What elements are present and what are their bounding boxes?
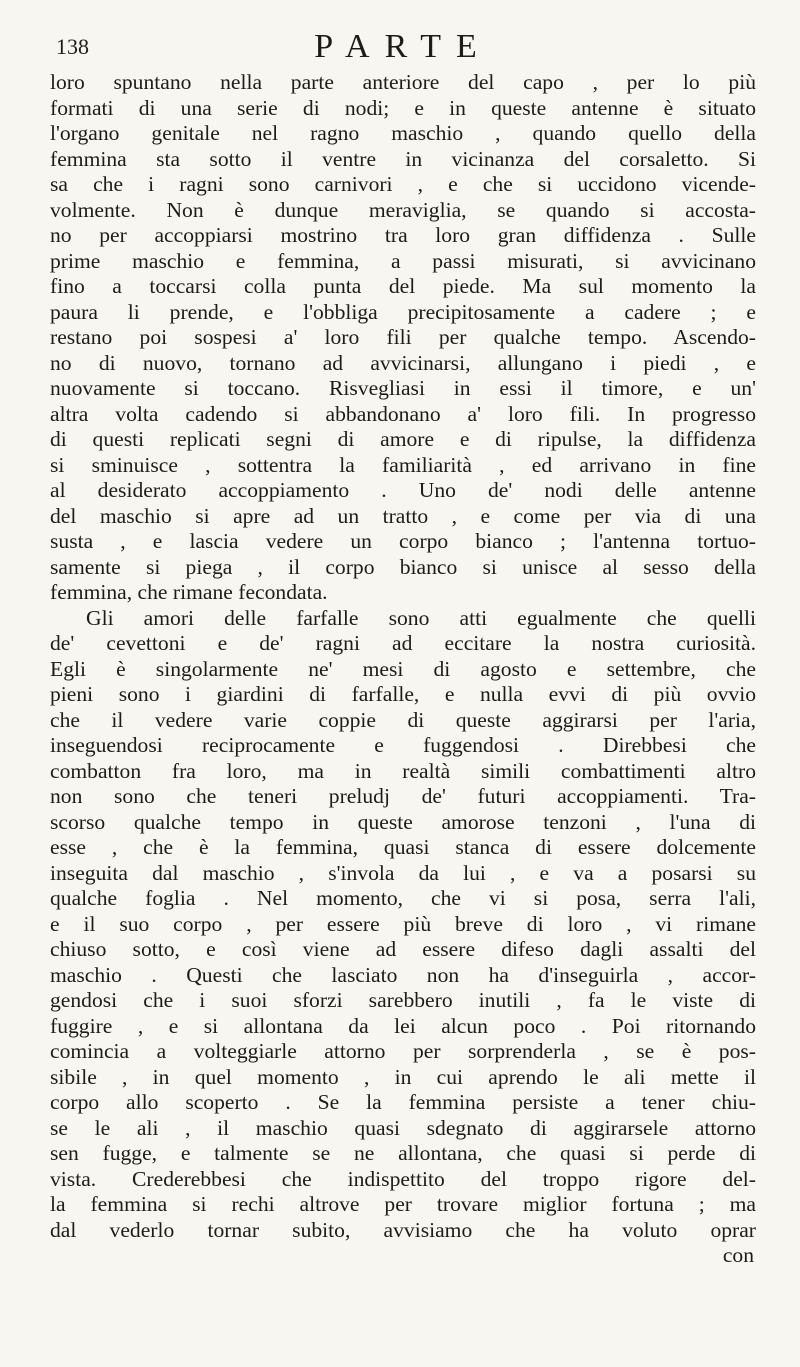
text-line: si sminuisce , sottentra la familiarità , ed arrivano in fine [50, 452, 756, 477]
text-line: corpo allo scoperto . Se la femmina persiste a tener chiu- [50, 1090, 756, 1114]
text-line: prime maschio e femmina, a passi misurati, si avvicinano [50, 248, 756, 273]
running-head: PARTE [314, 28, 492, 65]
catchword: con [722, 1243, 754, 1267]
text-line: al desiderato accoppiamento . Uno de' nodi delle antenne [50, 478, 756, 502]
text-line: gendosi che i suoi sforzi sarebbero inutili , fa le viste di [50, 988, 756, 1012]
text-line: maschio . Questi che lasciato non ha d'inseguirla , accor- [50, 962, 756, 987]
text-line: non sono che teneri preludj de' futuri accoppiamenti. Tra- [50, 784, 756, 808]
paragraph-end-line: femmina, che rimane fecondata. [50, 580, 328, 604]
page-number: 138 [56, 34, 89, 59]
text-line: formati di una serie di nodi; e in queste antenne è situato [50, 95, 756, 120]
text-line: altra volta cadendo si abbandonano a' loro fili. In progresso [50, 401, 756, 426]
text-line: Egli è singolarmente ne' mesi di agosto e settembre, che [50, 656, 756, 681]
text-line: esse , che è la femmina, quasi stanca di essere dolcemente [50, 835, 756, 859]
text-line: nuovamente si toccano. Risvegliasi in essi il timore, e un' [50, 376, 756, 400]
paragraph-start-line: Gli amori delle farfalle sono atti egualmente che quelli [86, 605, 756, 630]
text-line: dal vederlo tornar subito, avvisiamo che ha voluto oprar [50, 1217, 756, 1242]
text-line: pieni sono i giardini di farfalle, e nulla evvi di più ovvio [50, 682, 756, 706]
text-line: del maschio si apre ad un tratto , e come per via di una [50, 503, 756, 528]
text-line: qualche foglia . Nel momento, che vi si posa, serra l'ali, [50, 886, 756, 910]
text-line: comincia a volteggiarle attorno per sorprenderla , se è pos- [50, 1039, 756, 1063]
text-line: samente si piega , il corpo bianco si unisce al sesso della [50, 554, 756, 579]
text-line: inseguendosi reciprocamente e fuggendosi . Direbbesi che [50, 733, 756, 757]
page-header [50, 28, 756, 68]
text-line: loro spuntano nella parte anteriore del capo , per lo più [50, 70, 756, 94]
text-line: restano poi sospesi a' loro fili per qualche tempo. Ascendo- [50, 325, 756, 349]
text-line: susta , e lascia vedere un corpo bianco ; l'antenna tortuo- [50, 529, 756, 553]
text-line: e il suo corpo , per essere più breve di loro , vi rimane [50, 911, 756, 936]
text-line: di questi replicati segni di amore e di ripulse, la diffidenza [50, 427, 756, 451]
text-line: no per accoppiarsi mostrino tra loro gran diffidenza . Sulle [50, 223, 756, 247]
text-line: scorso qualche tempo in queste amorose tenzoni , l'una di [50, 809, 756, 834]
text-line: volmente. Non è dunque meraviglia, se quando si accosta- [50, 197, 756, 222]
text-line: inseguita dal maschio , s'invola da lui , e va a posarsi su [50, 860, 756, 885]
text-line: sibile , in quel momento , in cui aprendo le ali mette il [50, 1064, 756, 1089]
text-line: vista. Crederebbesi che indispettito del troppo rigore del- [50, 1166, 756, 1191]
text-line: chiuso sotto, e così viene ad essere difeso dagli assalti del [50, 937, 756, 961]
text-line: no di nuovo, tornano ad avvicinarsi, allungano i piedi , e [50, 350, 756, 375]
text-line: sa che i ragni sono carnivori , e che si uccidono vicende- [50, 172, 756, 196]
text-line: l'organo genitale nel ragno maschio , quando quello della [50, 121, 756, 145]
text-line: se le ali , il maschio quasi sdegnato di aggirarsele attorno [50, 1115, 756, 1140]
text-line: fuggire , e si allontana da lei alcun poco . Poi ritornando [50, 1013, 756, 1038]
body-text [50, 70, 756, 1269]
text-line: sen fugge, e talmente se ne allontana, che quasi si perde di [50, 1141, 756, 1165]
text-line: paura li prende, e l'obbliga precipitosamente a cadere ; e [50, 299, 756, 324]
text-line: combatton fra loro, ma in realtà simili combattimenti altro [50, 758, 756, 783]
text-line: che il vedere varie coppie di queste aggirarsi per l'aria, [50, 707, 756, 732]
text-line: de' cevettoni e de' ragni ad eccitare la nostra curiosità. [50, 631, 756, 655]
text-line: femmina sta sotto il ventre in vicinanza del corsaletto. Si [50, 146, 756, 171]
text-line: fino a toccarsi colla punta del piede. Ma sul momento la [50, 274, 756, 298]
text-line: la femmina si rechi altrove per trovare miglior fortuna ; ma [50, 1192, 756, 1216]
